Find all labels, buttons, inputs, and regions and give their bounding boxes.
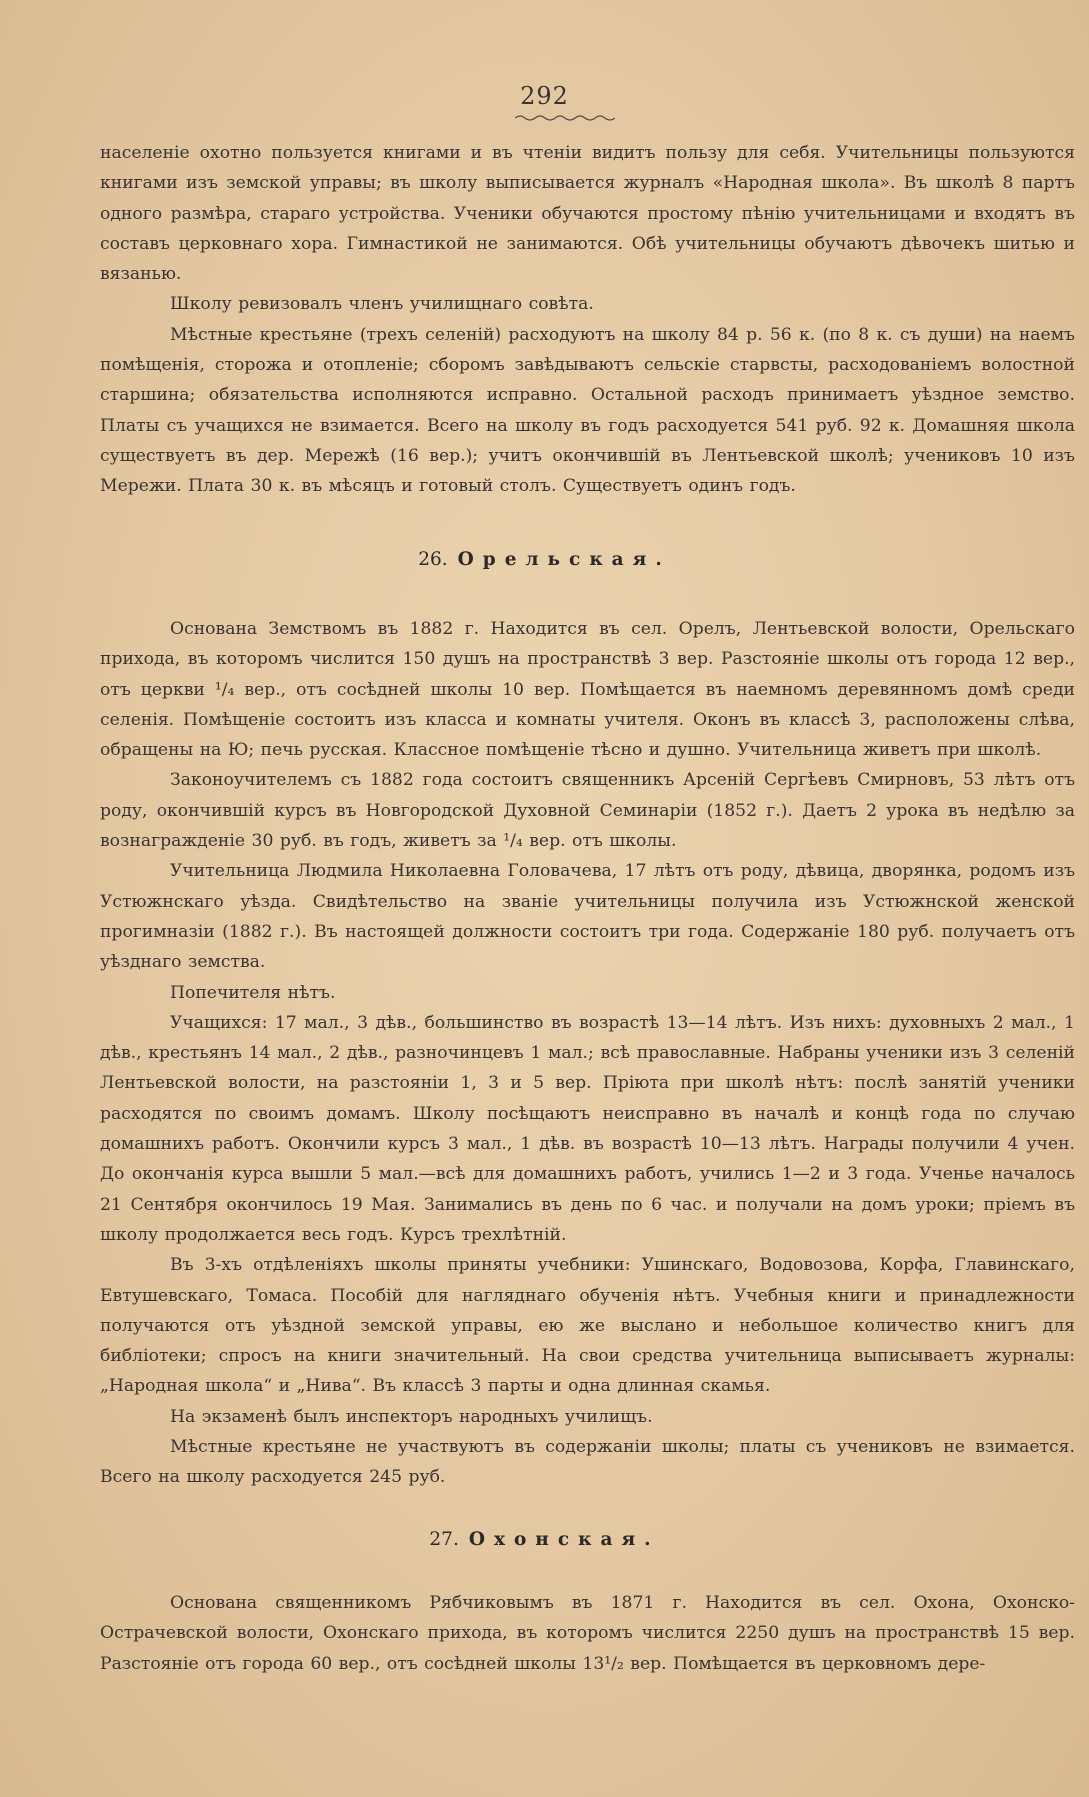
text-block-okhonskaya: [100, 1588, 1075, 1679]
section-number: 27.: [429, 1529, 459, 1550]
paragraph: Учащихся: 17 мал., 3 дѣв., большинство въ возрастѣ 13—14 лѣтъ. Изъ нихъ: духовныхъ 2 мал., 1 дѣв., крестьянъ 14 мал., 2 дѣв., разночинцевъ 1 мал.; всѣ православные. Набраны ученики изъ 3 селеній Лентьевской волости, на разстояніи 1, 3 и 5 вер. Пріюта при школѣ нѣтъ: послѣ занятій ученики расходятся по своимъ домамъ. Школу посѣщаютъ неисправно въ началѣ и концѣ года по случаю домашнихъ работъ. Окончили курсъ 3 мал., 1 дѣв. въ возрастѣ 10—13 лѣтъ. Награды получили 4 учен. До окончанія курса вышли 5 мал.—всѣ для домашнихъ работъ, учились 1—2 и 3 года. Ученье началось 21 Сентября окончилось 19 Мая. Занимались въ день по 6 час. и получали на домъ уроки; пріемъ въ школу продолжается весь годъ. Курсъ трехлѣтній.: [100, 1012, 1075, 1245]
section-heading-26: [0, 549, 1089, 570]
paragraph: На экзаменѣ былъ инспекторъ народныхъ училищъ.: [170, 1406, 653, 1427]
section-title: Охонская.: [468, 1529, 660, 1550]
paragraph: Въ 3-хъ отдѣленіяхъ школы приняты учебники: Ушинскаго, Водовозова, Корфа, Главинскаго, Евтушевскаго, Томаса. Пособій для нагляднаго обученія нѣтъ. Учебныя книги и принадлежности получаются отъ уѣздной земской управы, ею же выслано и небольшое количество книгъ для библіотеки; спросъ на книги значительный. На свои средства учительница выписываетъ журналы: „Народная школа“ и „Нива“. Въ классѣ 3 парты и одна длинная скамья.: [100, 1255, 1075, 1397]
paragraph: населеніе охотно пользуется книгами и въ чтеніи видитъ пользу для себя. Учительницы пользуются книгами изъ земской управы; въ школу выписывается журналъ «Народная школа». Въ школѣ 8 партъ одного размѣра, стараго устройства. Ученики обучаются простому пѣнію учительницами и входятъ въ составъ церковнаго хора. Гимнастикой не занимаются. Обѣ учительницы обучаютъ дѣвочекъ шитью и вязанью.: [100, 143, 1075, 285]
paragraph: Основана Земствомъ въ 1882 г. Находится въ сел. Орелъ, Лентьевской волости, Орельскаго прихода, въ которомъ числится 150 душъ на пространствѣ 3 вер. Разстояніе школы отъ города 12 вер., отъ церкви ¹/₄ вер., отъ сосѣдней школы 10 вер. Помѣщается въ наемномъ деревянномъ домѣ среди селенія. Помѣщеніе состоитъ изъ класса и комнаты учителя. Оконъ въ классѣ 3, расположены слѣва, обращены на Ю; печь русская. Классное помѣщеніе тѣсно и душно. Учительница живетъ при школѣ.: [100, 619, 1075, 761]
paragraph: Учительница Людмила Николаевна Головачева, 17 лѣтъ отъ роду, дѣвица, дворянка, родомъ изъ Устюжнскаго уѣзда. Свидѣтельство на званіе учительницы получила изъ Устюжнской женской прогимназіи (1882 г.). Въ настоящей должности состоитъ три года. Содержаніе 180 руб. получаетъ отъ уѣзднаго земства.: [100, 861, 1075, 973]
section-heading-27: [0, 1529, 1089, 1550]
paragraph: Школу ревизовалъ членъ училищнаго совѣта.: [170, 294, 594, 315]
paragraph: Мѣстные крестьяне (трехъ селеній) расходуютъ на школу 84 р. 56 к. (по 8 к. съ души) на наемъ помѣщенія, сторожа и отопленіе; сборомъ завѣдываютъ сельскіе старвсты, расходованіемъ волостной старшина; обязательства исполняются исправно. Остальной расходъ принимаетъ уѣздное земство. Платы съ учащихся не взимается. Всего на школу въ годъ расходуется 541 руб. 92 к. Домашняя школа существуетъ въ дер. Мережѣ (16 вер.); учитъ окончившій въ Лентьевской школѣ; учениковъ 10 изъ Мережи. Плата 30 к. въ мѣсяцъ и готовый столъ. Существуетъ одинъ годъ.: [100, 324, 1075, 497]
paragraph: Мѣстные крестьяне не участвуютъ въ содержаніи школы; платы съ учениковъ не взимается. Всего на школу расходуется 245 руб.: [100, 1437, 1075, 1488]
paragraph: Попечителя нѣтъ.: [170, 982, 336, 1003]
text-block-top: [100, 138, 1075, 502]
page-number: 292: [520, 82, 569, 110]
text-block-orelskaya: [100, 614, 1075, 1493]
section-number: 26.: [418, 549, 448, 570]
paragraph: Законоучителемъ съ 1882 года состоитъ священникъ Арсеній Сергѣевъ Смирновъ, 53 лѣтъ отъ роду, окончившій курсъ въ Новгородской Духовной Семинаріи (1852 г.). Даетъ 2 урока въ недѣлю за вознагражденіе 30 руб. въ годъ, живетъ за ¹/₄ вер. отъ школы.: [100, 770, 1075, 852]
section-title: Орельская.: [457, 549, 671, 570]
ornament-divider: [515, 113, 615, 123]
paragraph: Основана священникомъ Рябчиковымъ въ 1871 г. Находится въ сел. Охона, Охонско-Острачевской волости, Охонскаго прихода, въ которомъ числится 2250 душъ на пространствѣ 15 вер. Разстояніе отъ города 60 вер., отъ сосѣдней школы 13¹/₂ вер. Помѣщается въ церковномъ дере-: [100, 1593, 1075, 1674]
